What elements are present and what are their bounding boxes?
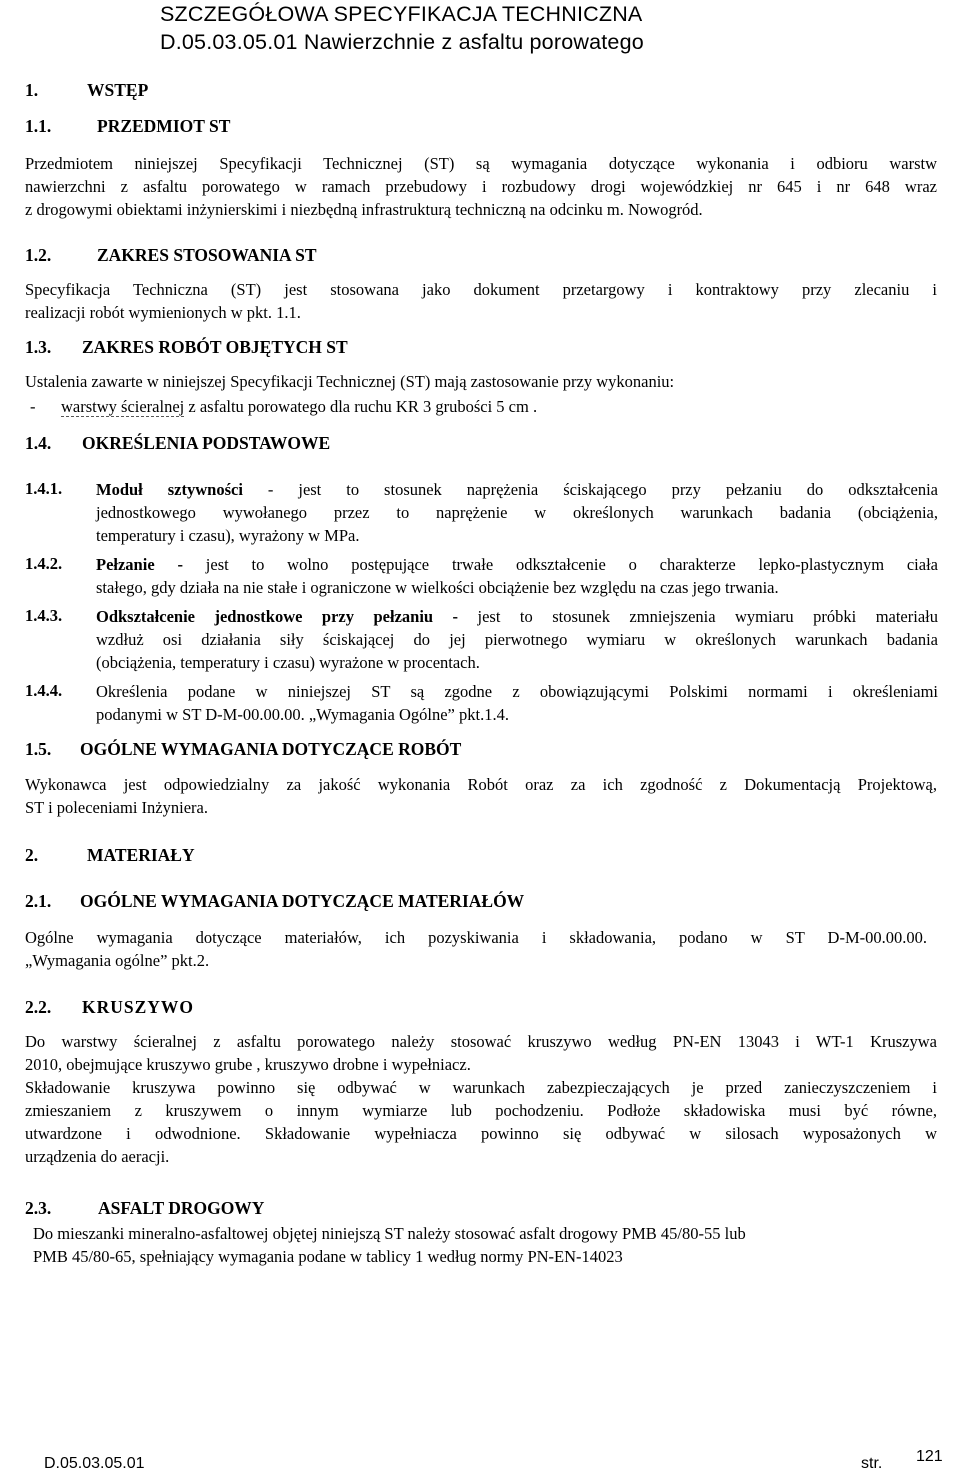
section-1-5-paragraph: Wykonawca jest odpowiedzialny za jakość wykonania Robót oraz za ich zgodność z Dokumentacją Projektową, ST i poleceniami Inżyniera.: [25, 775, 937, 817]
section-1-2-number: 1.2.: [25, 245, 52, 265]
section-2-3-title: ASFALT DROGOWY: [98, 1198, 265, 1218]
section-1-3-intro: Ustalenia zawarte w niniejszej Specyfikacji Technicznej (ST) mają zastosowanie przy wykonaniu:: [25, 372, 675, 391]
definition-4: Określenia podane w niniejszej ST są zgodne z obowiązującymi Polskimi normami i określeniami podanymi w ST D-M-00.00.00. „Wymagania Ogólne” pkt.1.4.: [96, 682, 938, 724]
section-1-3-title: ZAKRES ROBÓT OBJĘTYCH ST: [82, 337, 348, 357]
section-2-title: MATERIAŁY: [87, 845, 195, 865]
section-1-2-paragraph: Specyfikacja Techniczna (ST) jest stosowana jako dokument przetargowy i kontraktowy przy zlecaniu i realizacji robót wymienionych w pkt. 1.1.: [25, 280, 937, 322]
section-1-4-title: OKREŚLENIA PODSTAWOWE: [82, 433, 331, 453]
section-2-1-paragraph: Ogólne wymagania dotyczące materiałów, ich pozyskiwania i składowania, podano w ST D-M-00.00.00. „Wymagania ogólne” pkt.2.: [25, 928, 927, 970]
section-1-5-title: OGÓLNE WYMAGANIA DOTYCZĄCE ROBÓT: [80, 739, 462, 759]
definition-4-number: 1.4.4.: [25, 681, 63, 700]
definition-3: Odkształcenie jednostkowe przy pełzaniu - jest to stosunek zmniejszenia wymiaru próbki materiału wzdłuż osi działania siły ściskającej do jej pierwotnego wymiaru w określonych warunkach badania (obciążenia, temperatury i czasu) wyrażone w procentach.: [96, 607, 938, 672]
document-title: SZCZEGÓŁOWA SPECYFIKACJA TECHNICZNA: [160, 2, 643, 26]
section-2-3-number: 2.3.: [25, 1198, 52, 1218]
underlined-term: warstwy ścieralnej: [61, 397, 185, 416]
section-2-3-paragraph: Do mieszanki mineralno-asfaltowej objętej niniejszą ST należy stosować asfalt drogowy PMB 45/80-55 lub PMB 45/80-65, spełniający wymagania podane w tablicy 1 według normy PN-EN-14023: [33, 1224, 746, 1266]
section-2-2-paragraph: Do warstwy ścieralnej z asfaltu porowatego należy stosować kruszywo według PN-EN 13043 i WT-1 Kruszywa 2010, obejmujące kruszywo grube , kruszywo drobne i wypełniacz. Składowanie kruszywa powinno się odbywać w warunkach zabezpieczających je przed zanieczyszczeniem i zmieszaniem z kruszywem o innym wymiarze lub pochodzeniu. Podłoże składowiska musi być równe, utwardzone i odwodnione. Składowanie wypełniacza powinno się odbywać w silosach wyposażonych w urządzenia do aeracji.: [25, 1032, 937, 1166]
definition-2-number: 1.4.2.: [25, 554, 63, 573]
section-1-1-number: 1.1.: [25, 116, 52, 136]
definition-3-term: Odkształcenie jednostkowe przy pełzaniu -: [96, 607, 459, 626]
definition-1-number: 1.4.1.: [25, 479, 63, 498]
footer-document-code: D.05.03.05.01: [44, 1455, 145, 1472]
definition-2: Pełzanie - jest to wolno postępujące trwałe odkształcenie o charakterze lepko-plastycznym ciała stałego, gdy działa na nie stałe i ograniczone w wielkości obciążenie bez względu na czas jego trwania.: [96, 555, 938, 597]
section-2-2-title: KRUSZYWO: [82, 997, 195, 1017]
section-1-5-number: 1.5.: [25, 739, 52, 759]
section-1-title: WSTĘP: [87, 80, 149, 100]
section-1-4-number: 1.4.: [25, 433, 52, 453]
section-2-number: 2.: [25, 845, 39, 865]
document-subtitle: D.05.03.05.01 Nawierzchnie z asfaltu porowatego: [160, 30, 644, 54]
footer-page-number: 121: [916, 1448, 943, 1465]
bullet-item: warstwy ścieralnej z asfaltu porowatego dla ruchu KR 3 grubości 5 cm .: [61, 397, 538, 416]
section-1-2-title: ZAKRES STOSOWANIA ST: [97, 245, 317, 265]
section-1-3-number: 1.3.: [25, 337, 52, 357]
definition-3-number: 1.4.3.: [25, 606, 63, 625]
footer-page-label: str.: [861, 1455, 883, 1472]
section-1-1-paragraph: Przedmiotem niniejszej Specyfikacji Technicznej (ST) są wymagania dotyczące wykonania i odbioru warstw nawierzchni z asfaltu porowatego w ramach przebudowy i rozbudowy drogi wojewódzkiej nr 645 i nr 648 wraz z drogowymi obiektami inżynierskimi i niezbędną infrastrukturą techniczną na odcinku m. Nowogród.: [25, 154, 937, 219]
section-2-2-number: 2.2.: [25, 997, 52, 1017]
definition-1: Moduł sztywności - jest to stosunek naprężenia ściskającego przy pełzaniu do odkształcenia jednostkowego wywołanego przez to naprężenie w określonych warunkach badania (obciążenia, temperatury i czasu), wyrażony w MPa.: [96, 480, 938, 545]
section-1-1-title: PRZEDMIOT ST: [97, 116, 231, 136]
bullet-dash: -: [30, 397, 36, 416]
definition-1-term: Moduł sztywności: [96, 480, 243, 499]
section-2-1-title: OGÓLNE WYMAGANIA DOTYCZĄCE MATERIAŁÓW: [80, 891, 525, 911]
section-2-1-number: 2.1.: [25, 891, 52, 911]
definition-2-term: Pełzanie -: [96, 555, 183, 574]
section-1-number: 1.: [25, 80, 39, 100]
